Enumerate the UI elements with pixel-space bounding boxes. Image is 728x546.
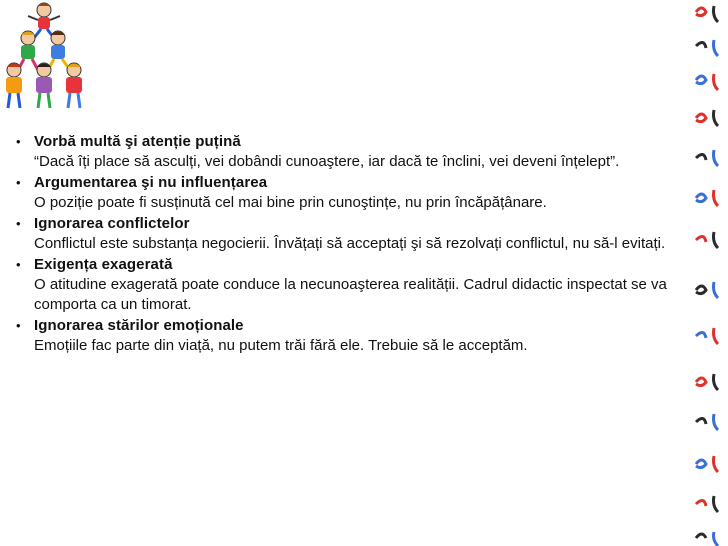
curl-row-11: [696, 414, 718, 430]
item-text: Emoțiile fac parte din viață, nu putem trăi fără ele. Trebuie să le acceptăm.: [34, 337, 528, 354]
curl-row-1: [696, 6, 718, 22]
bullet-list: [16, 132, 688, 356]
curl-row-3: [696, 74, 718, 90]
curl-row-2: [696, 40, 718, 56]
item-heading: Exigența exagerată: [34, 256, 173, 273]
curl-row-8: [696, 282, 718, 298]
curl-row-7: [696, 232, 718, 248]
curl-row-13: [696, 496, 718, 512]
bullet-icon: •: [16, 257, 21, 272]
slide-body: [16, 132, 688, 357]
curl-row-14: [696, 532, 718, 546]
item-text: Conflictul este substanța negocierii. Învățați să acceptați şi să rezolvați conflictul, nu să-l evitați.: [34, 235, 666, 252]
item-text: “Dacă îți place să asculți, vei dobândi cunoaştere, iar dacă te înclini, vei deveni înțelept”.: [34, 153, 620, 170]
bullet-icon: •: [16, 216, 21, 231]
item-heading: Argumentarea şi nu influențarea: [34, 174, 268, 191]
curl-row-9: [696, 328, 718, 344]
list-item: [16, 132, 688, 172]
bullet-icon: •: [16, 318, 21, 333]
list-item: [16, 255, 688, 315]
bullet-icon: •: [16, 175, 21, 190]
curl-row-12: [696, 456, 718, 472]
list-item: [16, 173, 688, 213]
curl-row-6: [696, 190, 718, 206]
item-text: O atitudine exagerată poate conduce la necunoaşterea realității. Cadrul didactic inspectat se va comporta ca un timorat.: [34, 276, 667, 313]
item-heading: Ignorarea conflictelor: [34, 215, 190, 232]
children-pyramid-illustration: [0, 0, 92, 112]
item-text: O poziție poate fi susținută cel mai bine prin cunoştințe, nu prin încăpățânare.: [34, 194, 547, 211]
item-heading: Vorbă multă şi atenție puțină: [34, 133, 241, 150]
list-item: [16, 316, 688, 356]
item-heading: Ignorarea stărilor emoționale: [34, 317, 244, 334]
bullet-icon: •: [16, 134, 21, 149]
curl-row-4: [696, 110, 718, 126]
curl-row-5: [696, 150, 718, 166]
list-item: [16, 214, 688, 254]
decorative-curl-border: [688, 0, 728, 546]
curl-row-10: [696, 374, 718, 390]
